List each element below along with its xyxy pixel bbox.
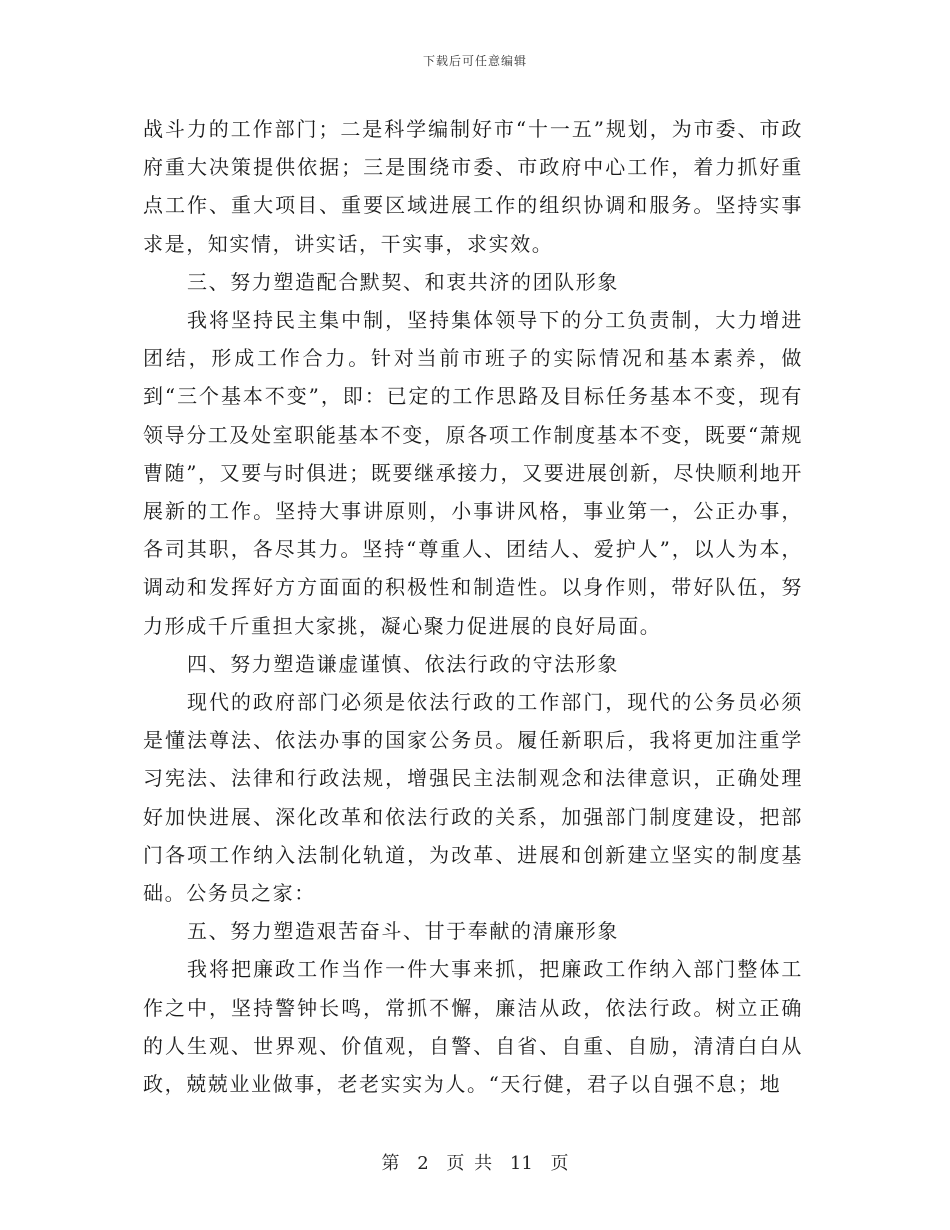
footer-prefix: 第 xyxy=(381,1153,400,1174)
paragraph-law-image: 现代的政府部门必须是依法行政的工作部门，现代的公务员必须是懂法尊法、依法办事的国家公务员。履任新职后，我将更加注重学习宪法、法律和行政法规，增强民主法制观念和法律意识，正确处理好加快进展、深化改革和依法行政的关系，加强部门制度建设，把部门各项工作纳入法制化轨道，为改革、进展和创新建立坚实的制度基础。公务员之家： xyxy=(143,690,803,906)
total-pages-number: 11 xyxy=(509,1153,533,1174)
section-heading-5: 五、努力塑造艰苦奋斗、甘于奉献的清廉形象 xyxy=(187,919,619,944)
document-body xyxy=(143,110,803,1103)
footer-suffix: 页 xyxy=(550,1153,569,1174)
current-page-number: 2 xyxy=(417,1153,429,1174)
paragraph-continuation: 战斗力的工作部门；二是科学编制好市“十一五”规划，为市委、市政府重大决策提供依据；三是围绕市委、市政府中心工作，着力抓好重点工作、重大项目、重要区域进展工作的组织协调和服务。坚持实事求是，知实情，讲实话，干实事，求实效。 xyxy=(143,117,803,256)
paragraph-integrity-image: 我将把廉政工作当作一件大事来抓，把廉政工作纳入部门整体工作之中，坚持警钟长鸣，常抓不懈，廉洁从政，依法行政。树立正确的人生观、世界观、价值观，自警、自省、自重、自励，清清白白从政，兢兢业业做事，老老实实为人。“天行健，君子以自强不息；地 xyxy=(143,957,803,1097)
section-heading-3: 三、努力塑造配合默契、和衷共济的团队形象 xyxy=(187,269,619,294)
paragraph-team-image: 我将坚持民主集中制，坚持集体领导下的分工负责制，大力增进团结，形成工作合力。针对当前市班子的实际情况和基本素养，做到“三个基本不变”，即：已定的工作思路及目标任务基本不变，现有领导分工及处室职能基本不变，原各项工作制度基本不变，既要“萧规曹随”，又要与时俱进；既要继承接力，又要进展创新，尽快顺利地开展新的工作。坚持大事讲原则，小事讲风格，事业第一，公正办事，各司其职，各尽其力。坚持“尊重人、团结人、爱护人”，以人为本，调动和发挥好方方面面的积极性和制造性。以身作则，带好队伍，努力形成千斤重担大家挑，凝心聚力促进展的良好局面。 xyxy=(143,308,803,638)
page-footer xyxy=(0,1152,950,1176)
footer-middle: 页 共 xyxy=(446,1153,493,1174)
section-heading-4: 四、努力塑造谦虚谨慎、依法行政的守法形象 xyxy=(187,651,619,676)
page-header: 下载后可任意编辑 xyxy=(422,54,527,68)
